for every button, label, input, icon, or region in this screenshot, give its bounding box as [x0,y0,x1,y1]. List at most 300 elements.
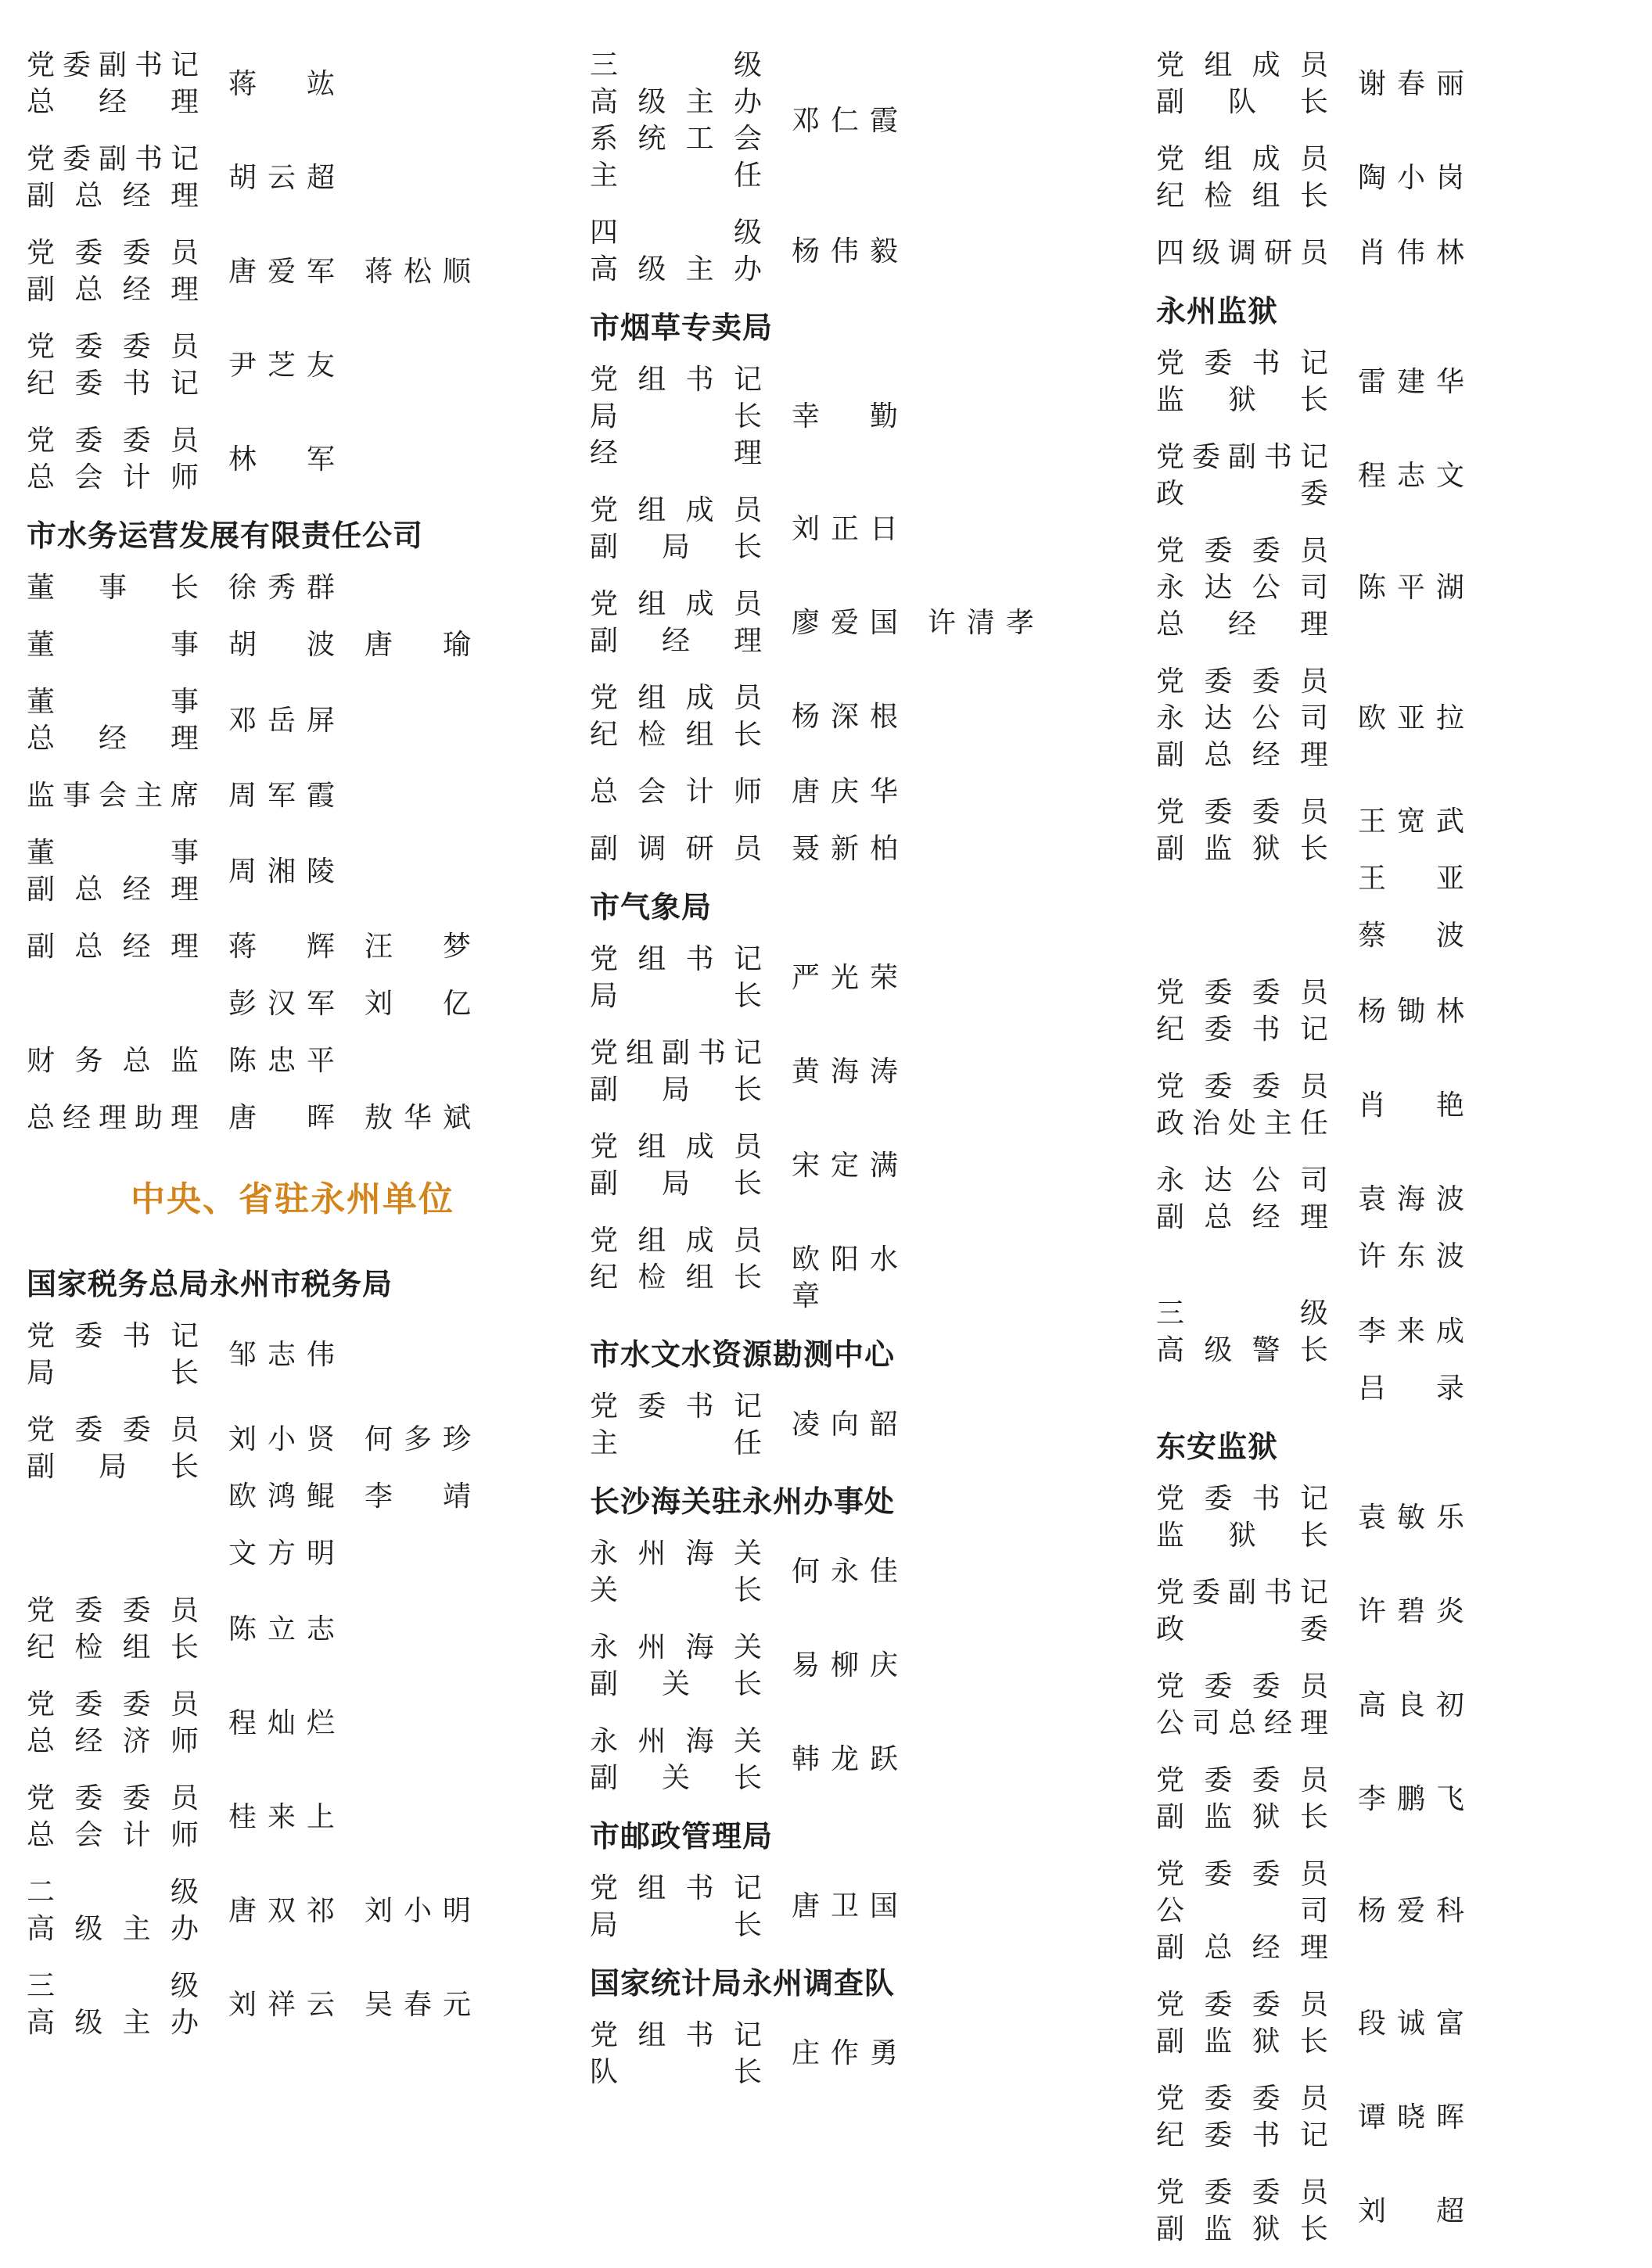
position-titles [1156,663,1330,773]
person-names [792,2035,1089,2072]
unit-heading: 国家税务总局永州市税务局 [27,1267,393,1301]
position-titles [27,1042,200,1079]
position-title-line: 主 任 [590,1426,763,1459]
person-entry [590,2017,1106,2090]
position-titles [1156,1668,1330,1742]
person-entry [1156,235,1641,271]
person-entry [27,1318,558,1391]
position-title-line: 高 级 主 办 [27,2007,200,2039]
person-names [228,853,526,890]
person-names [1358,2099,1593,2136]
position-titles [590,361,763,472]
person-names [792,605,1089,641]
person-name: 邓仁霞 [792,104,900,137]
person-names [1358,1181,1593,1275]
person-name: 谭晓晖 [1358,2101,1466,2133]
person-names [228,1042,526,1079]
person-names [792,1647,1089,1684]
person-name: 袁海波 [1358,1182,1466,1215]
person-names [1358,569,1593,606]
position-titles [590,680,763,753]
person-entry [590,831,1106,867]
person-entry [27,328,558,402]
person-name: 陶小岗 [1358,161,1466,194]
person-entry [1156,1162,1641,1275]
position-title-line: 党委副书记 [1156,441,1330,473]
person-names [228,1421,526,1572]
person-names [792,698,1089,735]
person-name: 刘祥云 [228,1988,336,2021]
position-titles [1156,1480,1330,1554]
person-name: 程灿烂 [228,1706,336,1739]
person-names [1358,2193,1593,2230]
person-entry [27,47,558,120]
position-title-line: 局 长 [590,980,763,1012]
person-name: 陈忠平 [228,1045,336,1077]
position-title-line: 监 狱 长 [1156,384,1330,416]
position-title-line: 主 任 [590,160,763,192]
position-title-line: 党 委 委 员 [27,331,200,363]
person-names [1358,993,1593,1030]
person-entry [590,47,1106,194]
person-name: 廖爱国 [792,606,900,639]
position-title-line: 监事会主席 [27,780,200,812]
position-title-line: 党 组 成 员 [1156,143,1330,175]
position-title-line: 党 委 委 员 [1156,535,1330,567]
person-names [792,1406,1089,1443]
position-title-line: 副 总 经 理 [1156,1201,1330,1233]
person-entry [1156,794,1641,954]
person-name: 王 亚 [1358,863,1466,895]
person-names [792,1741,1089,1778]
position-title-line: 政 委 [1156,478,1330,510]
position-title-line: 党 委 书 记 [590,1390,763,1423]
person-name: 何永佳 [792,1556,900,1588]
person-names [1358,1893,1593,1929]
position-title-line: 党 组 书 记 [590,364,763,396]
person-name: 邓岳屏 [228,704,336,737]
person-name: 凌向韶 [792,1409,900,1441]
person-name: 刘小明 [365,1894,472,1927]
person-name: 邹志伟 [228,1338,336,1371]
position-title-line: 党 组 成 员 [590,494,763,526]
person-entry [1156,1856,1641,1966]
position-title-line: 三 级 [27,1970,200,2002]
person-names [1358,1313,1593,1407]
person-name: 严光荣 [792,961,900,994]
position-title-line: 党 组 书 记 [590,2019,763,2051]
position-titles [1156,1574,1330,1648]
position-title-line: 关 长 [590,1574,763,1606]
position-title-line: 高 级 主 办 [27,1913,200,1945]
person-entry [590,492,1106,565]
position-title-line: 总 会 计 师 [27,1819,200,1851]
position-titles [590,586,763,659]
person-name: 李 靖 [365,1480,472,1513]
position-title-line: 财 务 总 监 [27,1045,200,1077]
position-titles [27,626,200,663]
person-entry [1156,1986,1641,2060]
person-names [1358,160,1593,196]
position-title-line: 局 长 [590,1908,763,1941]
person-name: 李来成 [1358,1315,1466,1348]
person-names [228,1100,526,1136]
person-entry [1156,141,1641,214]
position-title-line: 公司总经理 [1156,1707,1330,1739]
position-titles [1156,2174,1330,2248]
position-title-line: 党 委 委 员 [1156,2176,1330,2209]
person-names [792,1888,1089,1925]
position-title-line: 系 统 工 会 [590,123,763,155]
person-name: 文方明 [228,1538,336,1570]
position-title-line: 党 组 成 员 [590,588,763,620]
person-name: 黄海涛 [792,1055,900,1088]
person-names [228,1893,526,1929]
person-names [228,66,526,102]
person-entry [1156,533,1641,643]
person-entry [27,1592,558,1666]
position-title-line: 党 委 委 员 [27,1595,200,1627]
person-name: 许清孝 [928,606,1036,639]
position-title-line: 队 长 [590,2055,763,2088]
person-name: 彭汉军 [228,988,336,1020]
person-entry [27,1780,558,1854]
position-titles [1156,439,1330,512]
position-titles [27,1686,200,1760]
person-name: 袁敏乐 [1358,1501,1466,1534]
person-name: 刘正日 [792,512,900,545]
position-titles [590,831,763,867]
position-titles [590,1870,763,1943]
position-titles [27,834,200,908]
person-entry [27,1412,558,1572]
position-titles [590,214,763,288]
person-names [792,1053,1089,1090]
position-title-line: 党 组 成 员 [590,1225,763,1257]
position-title-line: 四级调研员 [1156,237,1330,269]
person-name: 刘 亿 [365,988,472,1020]
person-names [792,773,1089,810]
position-titles [1156,1068,1330,1142]
person-names [792,102,1089,139]
person-names [228,347,526,384]
position-titles [1156,345,1330,418]
position-titles [27,235,200,308]
position-title-line: 经 理 [590,437,763,469]
person-entry [590,1535,1106,1609]
position-title-line: 副 调 研 员 [590,833,763,865]
position-title-line: 公 司 [1156,1895,1330,1927]
position-title-line: 董 事 [27,686,200,718]
person-names [792,398,1089,435]
position-title-line: 副 总 经 理 [27,931,200,963]
position-titles [27,928,200,965]
person-name: 杨深根 [792,700,900,733]
position-title-line: 副 总 经 理 [27,274,200,306]
person-entry [1156,1295,1641,1408]
person-entry [590,1629,1106,1703]
person-name: 陈立志 [228,1613,336,1645]
position-titles [27,1412,200,1485]
person-names [1358,364,1593,400]
position-title-line: 党 委 委 员 [1156,977,1330,1009]
person-name: 唐卫国 [792,1890,900,1922]
position-titles [27,1780,200,1854]
person-names [792,511,1089,547]
position-titles [27,1968,200,2041]
position-titles [1156,794,1330,867]
position-title-line: 副 监 狱 长 [1156,2213,1330,2245]
position-title-line: 党 组 书 记 [590,1871,763,1904]
position-title-line: 纪 检 组 长 [1156,180,1330,212]
position-title-line: 总 经 理 [27,86,200,118]
position-title-line: 党 委 书 记 [1156,347,1330,379]
position-title-line: 副 局 长 [590,1074,763,1106]
person-entry [1156,2080,1641,2154]
person-name: 周湘陵 [228,855,336,888]
position-titles [27,422,200,496]
position-title-line: 党 委 委 员 [27,237,200,269]
column-2 [590,47,1106,2111]
position-title-line: 党 委 委 员 [1156,796,1330,828]
person-entry [590,773,1106,810]
position-title-line: 纪 检 组 长 [590,1261,763,1294]
position-titles [590,1535,763,1609]
person-name: 何多珍 [365,1423,472,1455]
position-title-line: 纪 委 书 记 [27,368,200,400]
person-name: 欧鸿鲲 [228,1480,336,1513]
position-titles [590,1222,763,1296]
person-names [1358,1087,1593,1124]
person-names [1358,1593,1593,1630]
person-name: 杨伟毅 [792,235,900,267]
person-name: 唐爱军 [228,255,336,288]
person-entry [1156,1762,1641,1836]
person-entry [27,1686,558,1760]
person-names [228,928,526,1022]
position-titles [27,1874,200,1947]
position-title-line: 纪 检 组 长 [27,1631,200,1663]
person-entry [1156,1574,1641,1648]
position-title-line: 副 监 狱 长 [1156,1801,1330,1833]
person-name: 汪 梦 [365,931,472,963]
position-titles [1156,1762,1330,1836]
unit-heading: 国家统计局永州调查队 [590,1965,896,2001]
position-titles [1156,1986,1330,2060]
position-title-line: 党委副书记 [27,49,200,81]
person-name: 易柳庆 [792,1649,900,1681]
position-title-line: 副 总 经 理 [27,180,200,212]
person-entry [27,626,558,663]
position-titles [590,1129,763,1202]
person-entry [1156,439,1641,512]
position-titles [1156,1856,1330,1966]
person-names [228,1611,526,1648]
position-title-line: 三 级 [590,49,763,81]
position-title-line: 纪 委 书 记 [1156,1014,1330,1046]
position-title-line: 副 关 长 [590,1667,763,1700]
position-title-line: 副 监 狱 长 [1156,2026,1330,2058]
person-name: 敖华斌 [365,1102,472,1134]
position-title-line: 政治处主任 [1156,1107,1330,1139]
position-title-line: 党委副书记 [27,143,200,175]
position-title-line: 党 委 委 员 [27,1688,200,1721]
unit-heading: 市气象局 [590,890,713,924]
position-title-line: 永 达 公 司 [1156,1165,1330,1197]
person-entry [1156,974,1641,1048]
person-names [228,441,526,478]
person-names [1358,803,1593,954]
person-names [228,160,526,196]
position-title-line: 副 局 长 [590,1168,763,1200]
position-title-line: 永 达 公 司 [1156,702,1330,734]
person-name: 蒋松顺 [365,255,472,288]
position-title-line: 党 委 委 员 [1156,666,1330,698]
person-names [792,1553,1089,1590]
person-names [228,777,526,814]
position-titles [1156,2080,1330,2154]
position-title-line: 永 州 海 关 [590,1724,763,1757]
position-titles [590,1723,763,1796]
position-title-line: 党 组 成 员 [590,1131,763,1163]
position-titles [27,328,200,402]
position-title-line: 总 会 计 师 [590,776,763,808]
position-titles [590,47,763,194]
person-name: 韩龙跃 [792,1743,900,1775]
person-names [228,569,526,606]
person-names [1358,458,1593,494]
position-title-line: 总 经 理 [1156,608,1330,641]
person-name: 唐双祁 [228,1894,336,1927]
person-name: 胡云超 [228,161,336,194]
person-entry [590,1035,1106,1108]
column-3 [1156,47,1641,2268]
position-title-line: 党 委 书 记 [1156,1483,1330,1515]
person-name: 段诚富 [1358,2007,1466,2040]
person-name: 徐秀群 [228,572,336,604]
position-title-line: 副 局 长 [27,1451,200,1483]
person-name: 许碧炎 [1358,1595,1466,1627]
position-title-line: 董 事 长 [27,572,200,604]
position-title-line: 党 委 委 员 [27,425,200,457]
person-entry [1156,2174,1641,2248]
position-title-line: 党 委 委 员 [1156,1670,1330,1703]
position-titles [27,47,200,120]
position-title-line: 高 级 警 长 [1156,1333,1330,1366]
person-names [1358,2005,1593,2042]
person-names [228,702,526,739]
position-title-line: 副 关 长 [590,1761,763,1794]
position-titles [1156,974,1330,1048]
position-titles [1156,141,1330,214]
person-name: 高良初 [1358,1688,1466,1721]
position-title-line: 总 经 理 [27,723,200,755]
person-name: 刘 超 [1358,2194,1466,2227]
position-titles [1156,533,1330,643]
person-name: 欧阳水章 [792,1243,900,1312]
position-title-line: 监 狱 长 [1156,1520,1330,1552]
person-name: 杨锄林 [1358,995,1466,1028]
position-title-line: 二 级 [27,1876,200,1908]
position-title-line: 总 会 计 师 [27,461,200,493]
position-title-line: 副 总 经 理 [1156,739,1330,771]
position-title-line: 党 委 委 员 [1156,1071,1330,1103]
person-entry [27,1100,558,1136]
person-names [228,1799,526,1836]
person-entry [27,1042,558,1079]
person-entry [27,569,558,606]
column-1 [27,47,558,2062]
person-entry [1156,345,1641,418]
position-title-line: 局 长 [27,1357,200,1389]
position-title-line: 永 州 海 关 [590,1631,763,1663]
position-titles [590,1629,763,1703]
person-name: 唐 晖 [228,1102,336,1134]
person-names [1358,1781,1593,1818]
position-title-line: 党 委 委 员 [27,1782,200,1814]
position-title-line: 高 级 主 办 [590,86,763,118]
unit-heading: 长沙海关驻永州办事处 [590,1484,896,1519]
position-title-line: 副 队 长 [1156,86,1330,118]
person-name: 陈平湖 [1358,572,1466,604]
person-entry [27,235,558,308]
position-title-line: 党 委 委 员 [1156,1989,1330,2021]
person-names [1358,1499,1593,1536]
person-name: 桂来上 [228,1800,336,1833]
person-name: 宋定满 [792,1149,900,1182]
position-titles [1156,235,1330,271]
person-entry [590,586,1106,659]
position-title-line: 副 总 经 理 [27,874,200,906]
person-name: 肖伟林 [1358,237,1466,269]
person-entry [27,1968,558,2041]
person-name: 唐庆华 [792,776,900,808]
person-name: 刘小贤 [228,1423,336,1455]
unit-heading: 市水务运营发展有限责任公司 [27,519,424,553]
unit-heading: 东安监狱 [1156,1430,1279,1464]
position-title-line: 党委副书记 [1156,1577,1330,1609]
section-title: 中央、省驻永州单位 [131,1179,454,1219]
person-entry [590,941,1106,1014]
person-name: 程志文 [1358,459,1466,492]
position-title-line: 党 委 委 员 [1156,2083,1330,2115]
person-name: 蒋 辉 [228,931,336,963]
person-entry [590,1222,1106,1315]
person-name: 王宽武 [1358,806,1466,838]
position-title-line: 党 委 书 记 [27,1320,200,1352]
position-titles [590,2017,763,2090]
position-titles [590,773,763,810]
person-entry [590,214,1106,288]
person-entry [1156,1668,1641,1742]
position-titles [590,1388,763,1462]
person-names [792,831,1089,867]
position-title-line: 四 级 [590,217,763,249]
position-title-line: 党 组 成 员 [590,682,763,714]
person-names [228,1337,526,1373]
person-names [1358,235,1593,271]
person-name: 李鹏飞 [1358,1782,1466,1815]
person-names [1358,66,1593,102]
person-name: 蔡 波 [1358,920,1466,952]
position-titles [27,569,200,606]
position-titles [590,1035,763,1108]
unit-heading: 市烟草专卖局 [590,310,774,345]
person-name: 吕 录 [1358,1373,1466,1405]
person-name: 林 军 [228,443,336,475]
position-titles [27,1592,200,1666]
person-names [1358,1687,1593,1724]
